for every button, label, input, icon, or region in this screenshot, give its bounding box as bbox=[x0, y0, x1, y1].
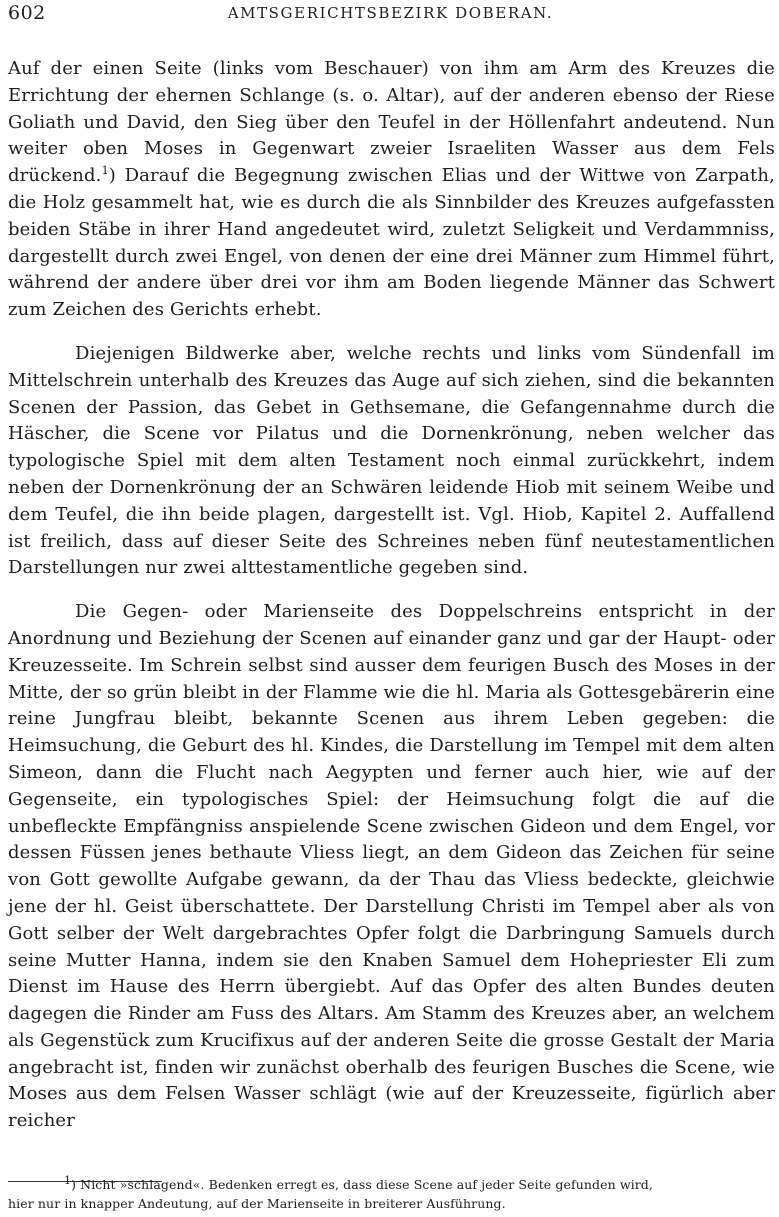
footnote-line-1 bbox=[8, 1175, 775, 1194]
body-text bbox=[8, 56, 775, 1135]
paragraph-2: Diejenigen Bildwerke aber, welche rechts und links vom Sündenfall im Mittelschrein unterhalb des Kreuzes das Auge auf sich ziehen, sind die bekannten Scenen der Passion, das Gebet in Gethsemane, die Gefangennahme durch die Häscher, die Scene vor Pilatus und die Dornenkrönung, neben welcher das typologische Spiel mit dem alten Testament noch einmal zurückkehrt, indem neben der Dornenkrönung der an Schwären leidende Hiob mit seinem Weibe und dem Teufel, die ihn beide plagen, dargestellt ist. Vgl. Hiob, Kapitel 2. Auffallend ist freilich, dass auf dieser Seite des Schreines neben fünf neutestamentlichen Darstellungen nur zwei alttestamentliche gegeben sind. bbox=[8, 342, 775, 579]
paragraph-1 bbox=[8, 56, 775, 324]
running-head: AMTSGERICHTSBEZIRK DOBERAN. bbox=[227, 4, 554, 22]
footnote-marker: 1 bbox=[64, 1173, 72, 1187]
footnote bbox=[8, 1175, 775, 1213]
footnote-text-1: ) Nicht »schlagend«. Bedenken erregt es, dass diese Scene auf jeder Seite gefunden wird, bbox=[71, 1177, 653, 1192]
paragraph-1-text-a: Auf der einen Seite (links vom Beschauer) von ihm am Arm des Kreuzes die Errichtung der ehernen Schlange (s. o. Altar), auf der anderen ebenso der Riese Goliath und David, den Sieg über den Teufel in der Höllenfahrt andeutend. Nun weiter oben Moses in Gegenwart zweier Israeliten Wasser aus dem Fels drückend. bbox=[8, 58, 775, 187]
page-number: 602 bbox=[8, 2, 46, 24]
footnote-line-2: hier nur in knapper Andeutung, auf der Marienseite in breiterer Ausführung. bbox=[8, 1196, 506, 1211]
page-header bbox=[8, 2, 773, 28]
paragraph-1-text-b: ) Darauf die Begegnung zwischen Elias und der Wittwe von Zarpath, die Holz gesammelt hat, wie es durch die als Sinnbilder des Kreuzes aufgefassten beiden Stäbe in ihrer Hand angedeutet wird, zuletzt Seligkeit und Verdammniss, dargestellt durch zwei Engel, von denen der eine drei Männer zum Himmel führt, während der andere über drei vor ihm am Boden liegende Männer das Schwert zum Zeichen des Gerichts erhebt. bbox=[8, 165, 775, 321]
footnote-reference[interactable]: 1 bbox=[101, 164, 109, 178]
paragraph-3: Die Gegen- oder Marienseite des Doppelschreins entspricht in der Anordnung und Beziehung der Scenen auf einander ganz und gar der Haupt- oder Kreuzesseite. Im Schrein selbst sind ausser dem feurigen Busch des Moses in der Mitte, der so grün bleibt in der Flamme wie die hl. Maria als Gottesgebärerin eine reine Jungfrau bleibt, bekannte Scenen aus ihrem Leben gegeben: die Heimsuchung, die Geburt des hl. Kindes, die Darstellung im Tempel mit dem alten Simeon, dann die Flucht nach Aegypten und ferner auch hier, wie auf der Gegenseite, ein typologisches Spiel: der Heimsuchung folgt die auf die unbefleckte Empfängniss anspielende Scene zwischen Gideon und dem Engel, vor dessen Füssen jenes bethaute Vliess liegt, an dem Gideon das Zeichen für seine von Gott gewollte Aufgabe gewann, da der Thau das Vliess bedeckte, gleichwie jene der hl. Geist überschattete. Der Darstellung Christi im Tempel aber als von Gott selber der Welt dargebrachtes Opfer folgt die Darbringung Samuels durch seine Mutter Hanna, indem sie den Knaben Samuel dem Hohepriester Eli zum Dienst im Hause des Herrn übergiebt. Auf das Opfer des alten Bundes deuten dagegen die Rinder am Fuss des Altars. Am Stamm des Kreuzes aber, an welchem als Gegenstück zum Krucifixus auf der anderen Seite die grosse Gestalt der Maria angebracht ist, finden wir zunächst oberhalb des feurigen Busches die Scene, wie Moses aus dem Felsen Wasser schlägt (wie auf der Kreuzesseite, figürlich aber reicher bbox=[8, 601, 775, 1132]
